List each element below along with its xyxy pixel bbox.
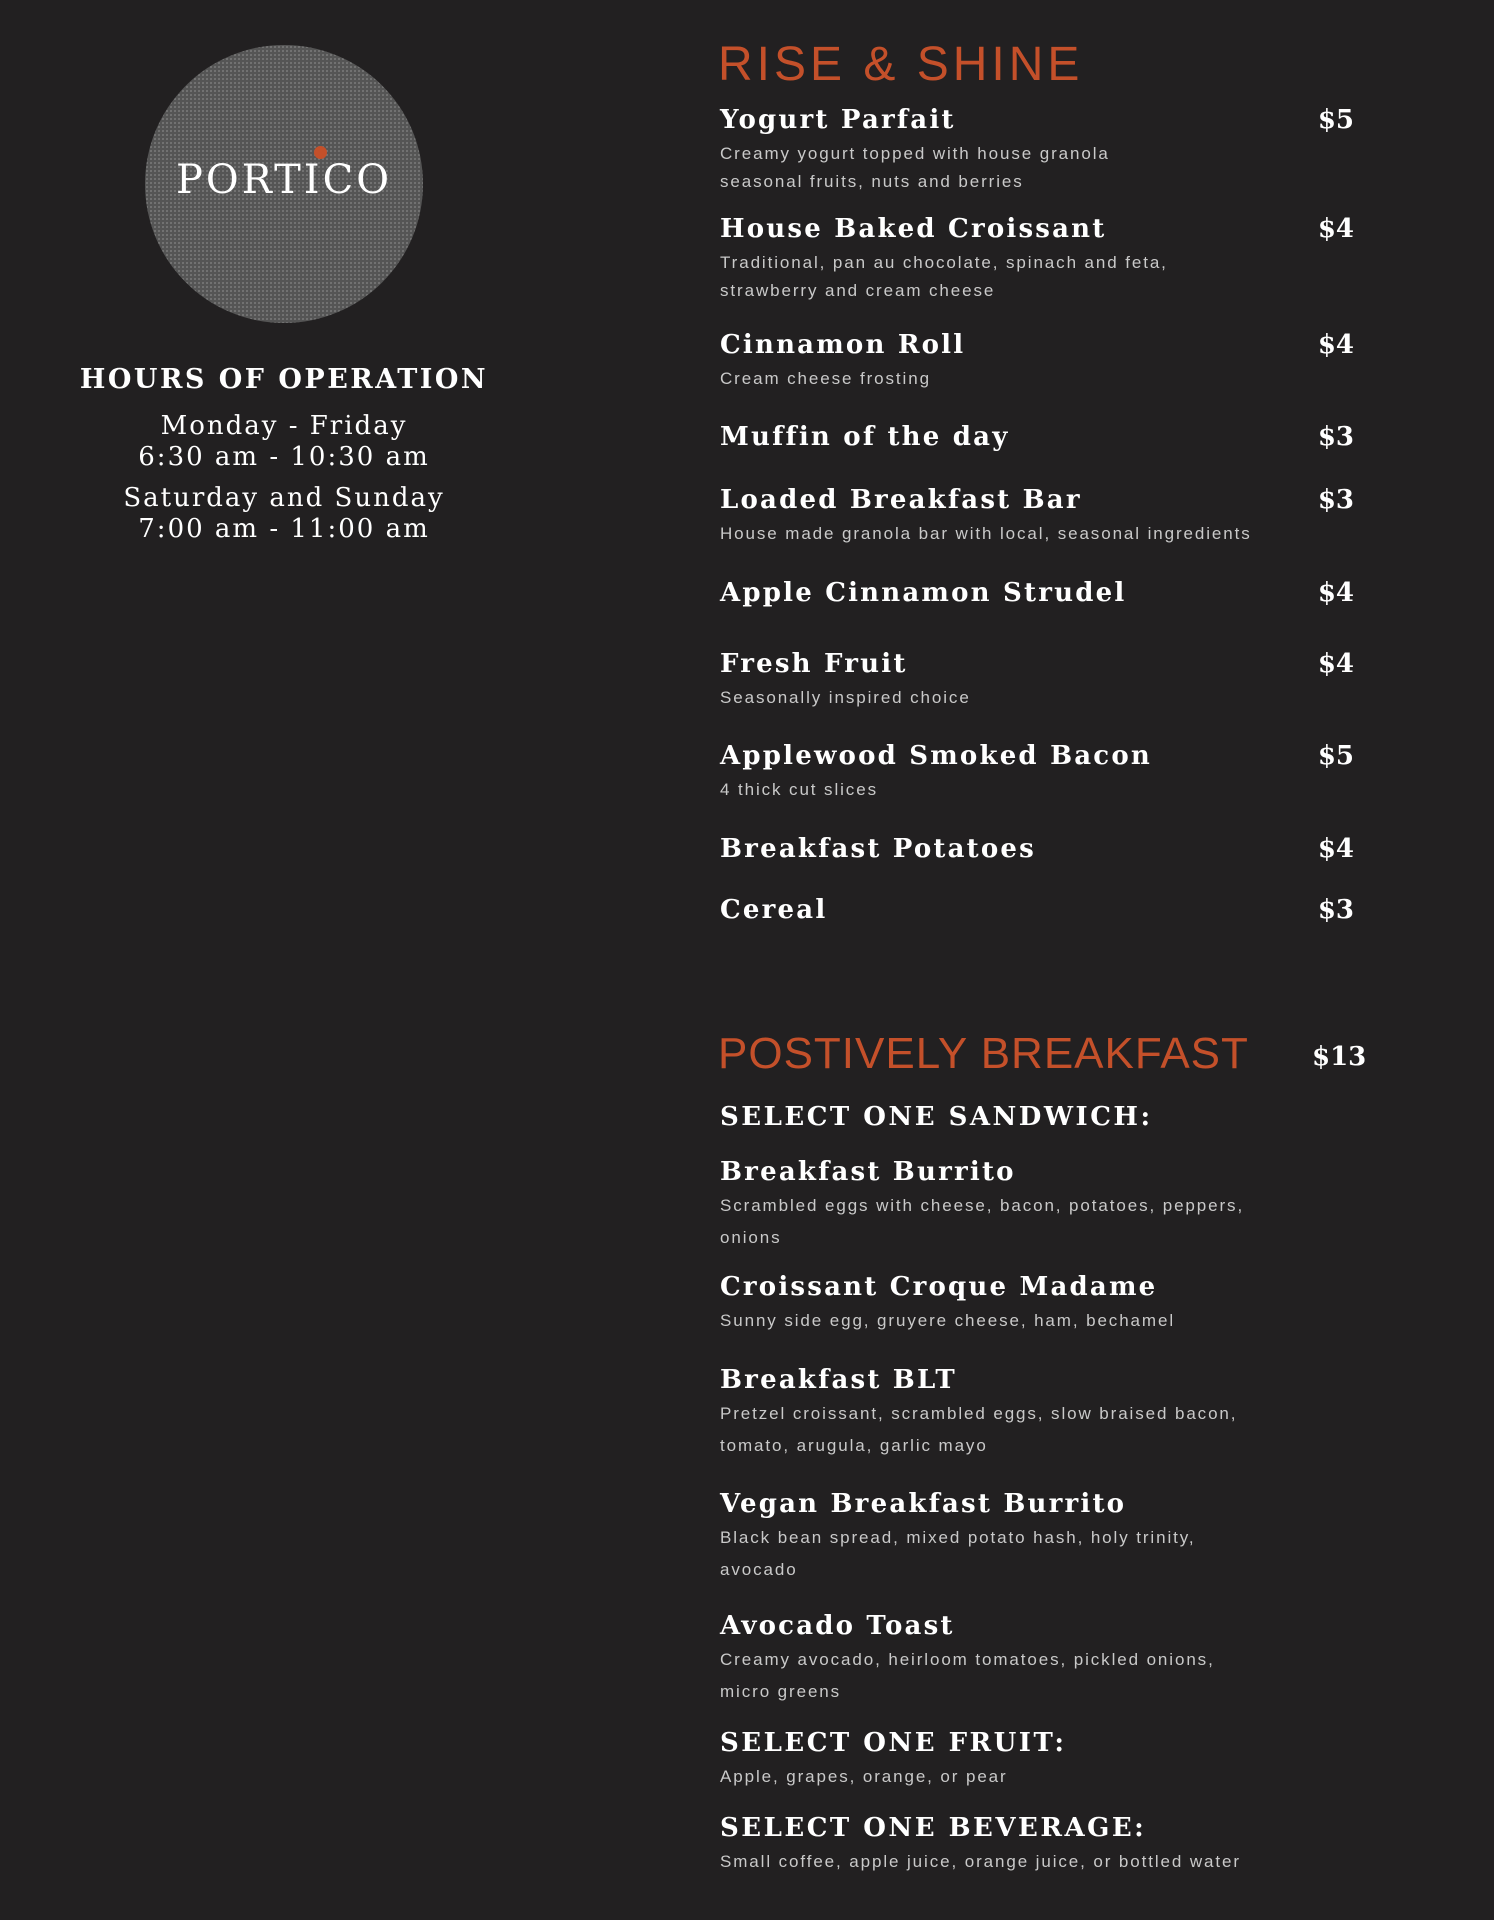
item-description: House made granola bar with local, seasonal ingredients [720, 524, 1252, 543]
sandwich-option [720, 1155, 1360, 1253]
sandwich-name: Breakfast BLT [720, 1365, 957, 1395]
item-description: Seasonally inspired choice [720, 688, 971, 707]
sandwich-name: Vegan Breakfast Burrito [720, 1489, 1127, 1519]
combo-price: $13 [1312, 1042, 1367, 1072]
beverage-block [720, 1811, 1360, 1877]
item-name: Applewood Smoked Bacon [720, 741, 1152, 771]
menu-item [720, 893, 1360, 927]
portico-logo [145, 45, 423, 323]
menu-item [720, 576, 1360, 610]
item-name: Cereal [720, 895, 828, 925]
sandwich-name: Breakfast Burrito [720, 1157, 1016, 1187]
item-price: $4 [1317, 578, 1354, 608]
menu-item [720, 103, 1360, 193]
item-price: $4 [1317, 330, 1354, 360]
item-description: Traditional, pan au chocolate, spinach and feta, [720, 253, 1168, 272]
menu-item [720, 739, 1360, 801]
item-name: Fresh Fruit [720, 649, 908, 679]
sandwich-description: tomato, arugula, garlic mayo [720, 1436, 988, 1455]
section-title-positively-breakfast: POSTIVELY BREAKFAST [718, 1029, 1249, 1078]
sandwich-description: Sunny side egg, gruyere cheese, ham, bechamel [720, 1311, 1176, 1330]
item-price: $4 [1317, 214, 1354, 244]
item-price: $3 [1317, 485, 1354, 515]
weekend-time: 7:00 am - 11:00 am [138, 514, 430, 544]
sandwich-option [720, 1363, 1360, 1461]
fruit-block [720, 1726, 1360, 1792]
sandwich-name: Avocado Toast [720, 1611, 955, 1641]
sandwich-description: avocado [720, 1560, 798, 1579]
sandwich-description: Creamy avocado, heirloom tomatoes, pickled onions, [720, 1650, 1215, 1669]
item-name: House Baked Croissant [720, 214, 1107, 244]
weekend-days: Saturday and Sunday [123, 483, 445, 513]
item-name: Muffin of the day [720, 422, 1010, 452]
item-price: $5 [1317, 105, 1354, 135]
fruit-heading: SELECT ONE FRUIT: [720, 1728, 1067, 1758]
logo-text: PORTICO [176, 157, 392, 203]
sandwich-heading-block [720, 1100, 1360, 1134]
weekday-time: 6:30 am - 10:30 am [138, 442, 430, 472]
menu-item [720, 212, 1360, 302]
sandwich-description: micro greens [720, 1682, 842, 1701]
item-description: Cream cheese frosting [720, 369, 931, 388]
item-name: Apple Cinnamon Strudel [720, 578, 1127, 608]
sandwich-description: onions [720, 1228, 782, 1247]
item-name: Yogurt Parfait [720, 105, 956, 135]
section-title-rise-and-shine: RISE & SHINE [718, 38, 1084, 91]
sandwich-name: Croissant Croque Madame [720, 1272, 1158, 1302]
menu-item [720, 647, 1360, 709]
sandwich-description: Black bean spread, mixed potato hash, holy trinity, [720, 1528, 1196, 1547]
item-description: Creamy yogurt topped with house granola [720, 144, 1110, 163]
item-name: Cinnamon Roll [720, 330, 966, 360]
item-price: $4 [1317, 649, 1354, 679]
sandwich-option [720, 1270, 1360, 1336]
item-price: $5 [1317, 741, 1354, 771]
menu-item [720, 483, 1360, 545]
menu-item [720, 328, 1360, 390]
sandwich-description: Pretzel croissant, scrambled eggs, slow braised bacon, [720, 1404, 1238, 1423]
menu-item [720, 832, 1360, 866]
sandwich-heading: SELECT ONE SANDWICH: [720, 1102, 1153, 1132]
item-description: seasonal fruits, nuts and berries [720, 172, 1024, 191]
item-price: $3 [1317, 422, 1354, 452]
item-name: Breakfast Potatoes [720, 834, 1036, 864]
sandwich-option [720, 1487, 1360, 1585]
item-description: strawberry and cream cheese [720, 281, 996, 300]
item-description: 4 thick cut slices [720, 780, 878, 799]
item-name: Loaded Breakfast Bar [720, 485, 1082, 515]
hours-title: HOURS OF OPERATION [79, 364, 489, 395]
sandwich-option [720, 1609, 1360, 1707]
fruit-desc: Apple, grapes, orange, or pear [720, 1767, 1008, 1786]
beverage-heading: SELECT ONE BEVERAGE: [720, 1813, 1147, 1843]
weekday-days: Monday - Friday [160, 411, 408, 441]
beverage-desc: Small coffee, apple juice, orange juice, or bottled water [720, 1852, 1241, 1871]
menu-item [720, 420, 1360, 454]
sandwich-description: Scrambled eggs with cheese, bacon, potatoes, peppers, [720, 1196, 1245, 1215]
item-price: $3 [1317, 895, 1354, 925]
item-price: $4 [1317, 834, 1354, 864]
